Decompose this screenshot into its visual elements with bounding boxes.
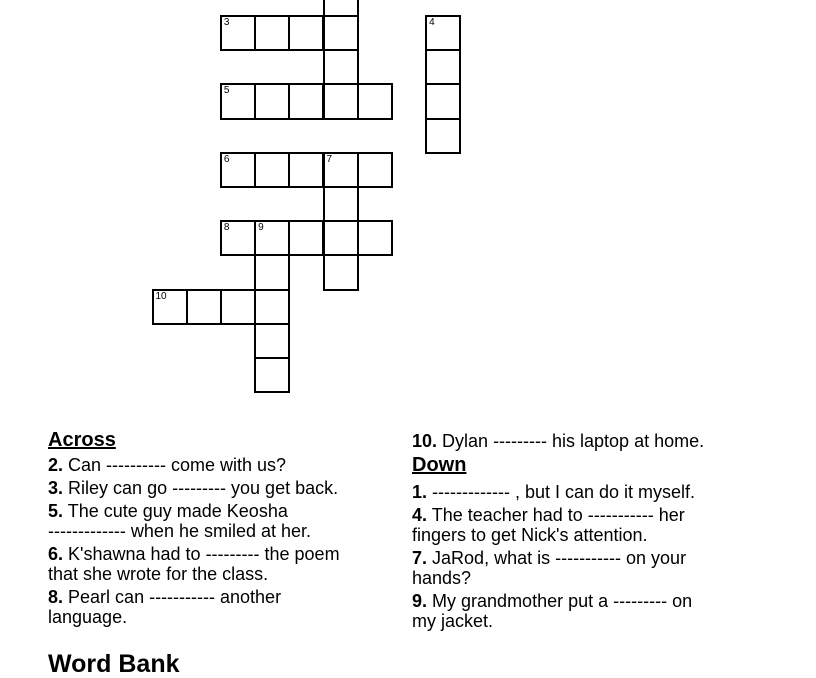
- across-clues-column: [48, 429, 388, 630]
- clue-text: My grandmother put a --------- on: [432, 591, 693, 611]
- grid-cell: [323, 220, 359, 256]
- clue-down-9: [412, 591, 762, 631]
- clue-across-10: [412, 431, 762, 451]
- grid-cell: [357, 220, 393, 256]
- clue-number: 3.: [48, 478, 64, 498]
- clue-text: my jacket.: [412, 611, 494, 631]
- grid-cell: [288, 152, 324, 188]
- clue-across-3: [48, 478, 388, 498]
- clue-number: 7.: [412, 548, 428, 568]
- grid-cell: [425, 15, 461, 51]
- clue-number: 9.: [412, 591, 428, 611]
- clue-number: 4.: [412, 505, 428, 525]
- grid-cell-number: 10: [155, 290, 167, 302]
- grid-cell: [323, 254, 359, 290]
- grid-cell: [323, 49, 359, 85]
- clue-text: Riley can go --------- you get back.: [68, 478, 339, 498]
- grid-cell: [186, 289, 222, 325]
- clue-number: 6.: [48, 544, 64, 564]
- grid-cell: [254, 289, 290, 325]
- clue-text: fingers to get Nick's attention.: [412, 525, 648, 545]
- clue-number: 8.: [48, 587, 64, 607]
- grid-cell: [220, 220, 256, 256]
- grid-cell: [254, 15, 290, 51]
- grid-cell: [220, 83, 256, 119]
- grid-cell: [323, 186, 359, 222]
- grid-cell-number: 4: [429, 17, 435, 28]
- grid-cell: [288, 220, 324, 256]
- clue-number: 2.: [48, 455, 64, 475]
- grid-cell: [323, 152, 359, 188]
- clue-across-2: [48, 455, 388, 475]
- word-bank-heading: Word Bank: [48, 650, 180, 678]
- clue-text: hands?: [412, 568, 472, 588]
- clue-number: 1.: [412, 482, 428, 502]
- grid-cell: [220, 15, 256, 51]
- grid-cell: [288, 15, 324, 51]
- clue-text: JaRod, what is ----------- on your: [432, 548, 687, 568]
- grid-cell-number: 7: [326, 153, 333, 165]
- clue-number: 5.: [48, 501, 64, 521]
- clue-across-6: [48, 544, 388, 584]
- clue-text: K'shawna had to --------- the poem: [68, 544, 340, 564]
- grid-cell: [254, 152, 290, 188]
- grid-cell-number: 6: [223, 153, 230, 165]
- grid-cell: [254, 220, 290, 256]
- grid-cell-number: 3: [223, 17, 230, 28]
- grid-cell: [254, 323, 290, 359]
- clue-text: The teacher had to ----------- her: [431, 505, 685, 525]
- grid-cell: [425, 83, 461, 119]
- grid-cell: [425, 118, 461, 154]
- grid-cell: [254, 357, 290, 393]
- grid-cell: [254, 254, 290, 290]
- clue-text: Can ---------- come with us?: [68, 455, 287, 475]
- grid-cell: [152, 289, 188, 325]
- grid-cell: [323, 83, 359, 119]
- clue-text: Dylan --------- his laptop at home.: [442, 431, 705, 451]
- grid-cell-number: 5: [223, 85, 230, 97]
- clue-across-5: [48, 501, 388, 541]
- grid-cell-number: 8: [223, 222, 230, 234]
- grid-cell: [425, 49, 461, 85]
- grid-cell: [357, 83, 393, 119]
- down-clues-column: [412, 431, 762, 634]
- clue-down-7: [412, 548, 762, 588]
- clue-down-4: [412, 505, 762, 545]
- clue-text: ------------- when he smiled at her.: [48, 521, 312, 541]
- clue-text: The cute guy made Keosha: [67, 501, 288, 521]
- across-heading: Across: [48, 429, 116, 451]
- grid-cell: [357, 152, 393, 188]
- clue-across-8: [48, 587, 388, 627]
- grid-cell: [220, 152, 256, 188]
- grid-cell: [220, 289, 256, 325]
- grid-cell: [254, 83, 290, 119]
- clue-text: that she wrote for the class.: [48, 564, 269, 584]
- down-heading: Down: [412, 454, 467, 476]
- clue-text: language.: [48, 607, 128, 627]
- grid-cell: [288, 83, 324, 119]
- clue-text: ------------- , but I can do it myself.: [432, 482, 696, 502]
- clue-down-1: [412, 482, 762, 502]
- clue-text: Pearl can ----------- another: [68, 587, 282, 607]
- grid-cell: [323, 15, 359, 51]
- grid-cell-number: 9: [258, 222, 264, 234]
- clue-number: 10.: [412, 431, 438, 451]
